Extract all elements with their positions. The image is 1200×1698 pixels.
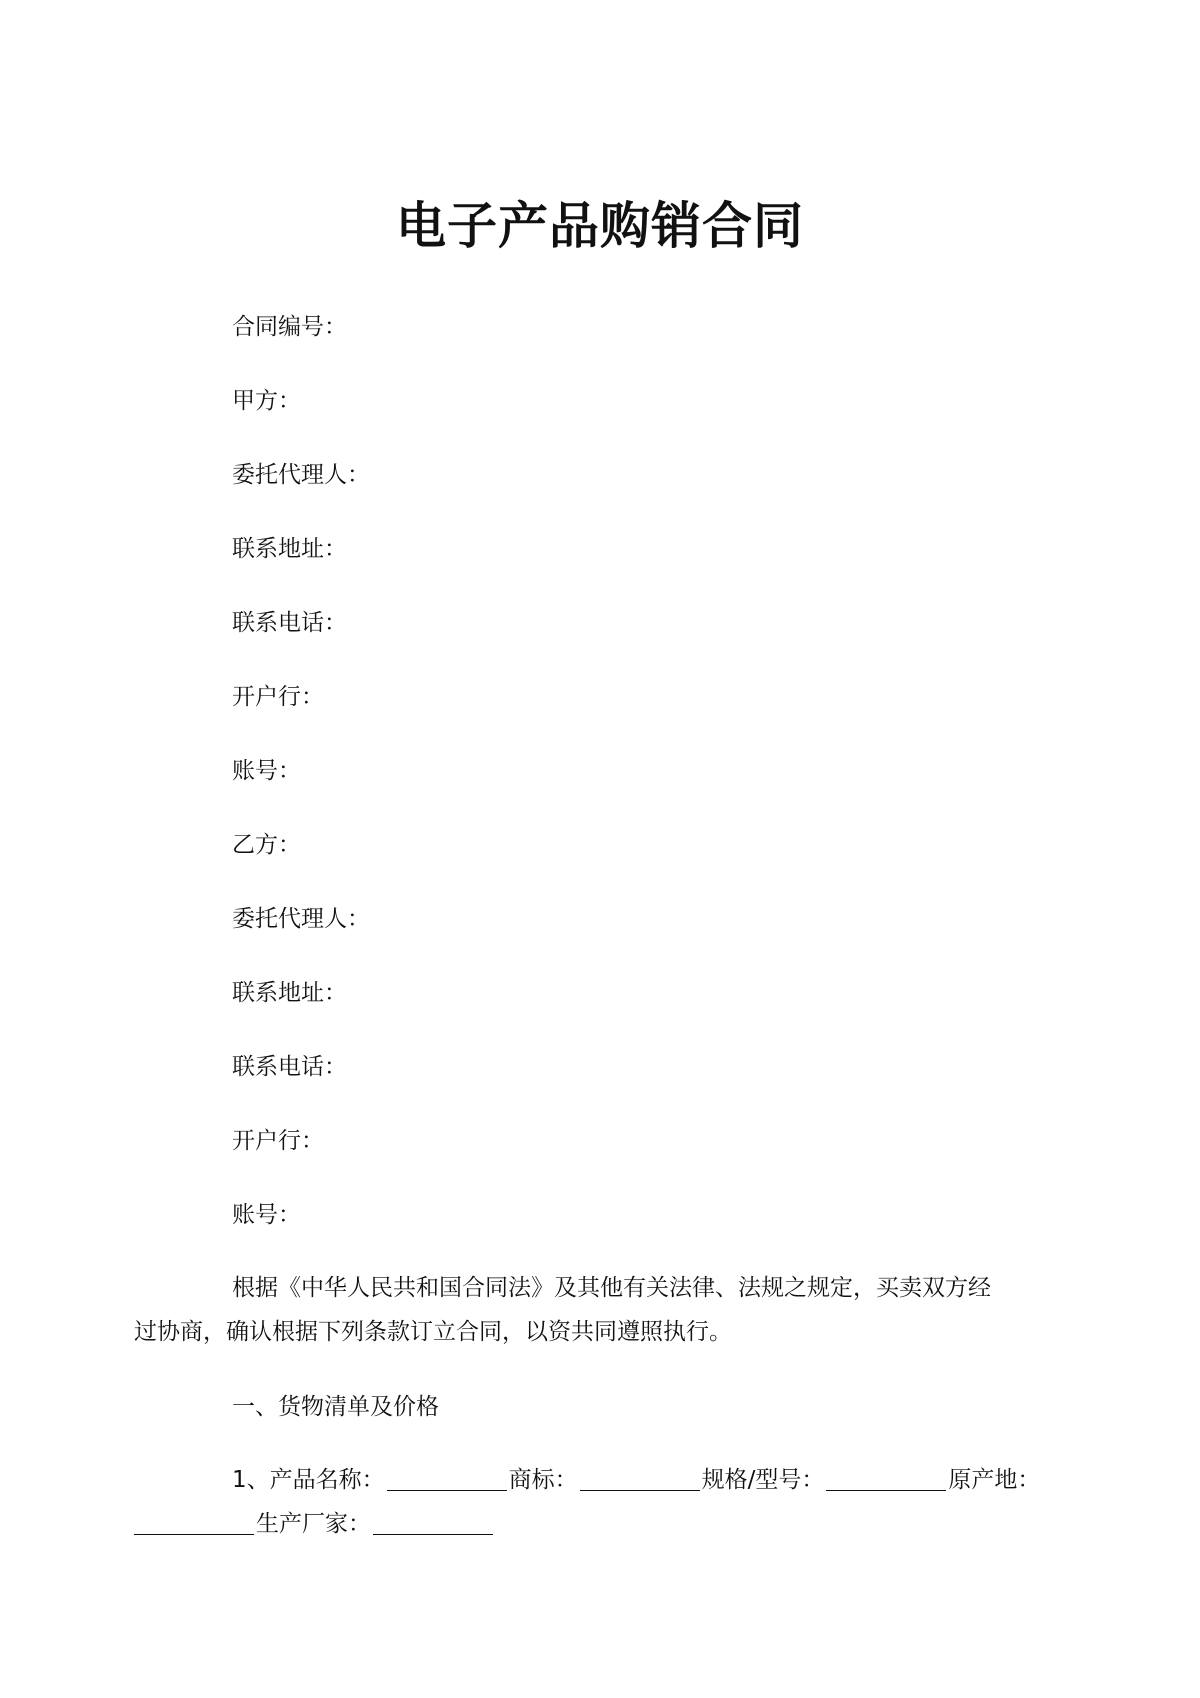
- field-party-b-agent: 委托代理人：: [232, 906, 370, 932]
- item-1-line-1: [183, 1458, 1041, 1502]
- document-title: 电子产品购销合同: [396, 197, 804, 255]
- item-1-line-2: [134, 1502, 1023, 1546]
- trademark-blank[interactable]: [580, 1466, 700, 1491]
- item-1-trademark-label: 商标：: [508, 1467, 578, 1493]
- field-party-b-phone: 联系电话：: [232, 1054, 347, 1080]
- section-1-heading: 一、货物清单及价格: [232, 1394, 439, 1420]
- manufacturer-blank[interactable]: [373, 1510, 493, 1535]
- field-party-a-agent: 委托代理人：: [232, 462, 370, 488]
- field-contract-number: 合同编号：: [232, 314, 347, 340]
- origin-blank[interactable]: [134, 1510, 254, 1535]
- item-1-manufacturer-label: 生产厂家：: [256, 1511, 371, 1537]
- field-party-a-phone: 联系电话：: [232, 610, 347, 636]
- field-party-a: 甲方：: [232, 388, 301, 414]
- field-party-a-account: 账号：: [232, 758, 301, 784]
- product-name-blank[interactable]: [387, 1466, 507, 1491]
- field-party-b-address: 联系地址：: [232, 980, 347, 1006]
- item-1-origin-label: 原产地：: [948, 1467, 1041, 1493]
- spec-blank[interactable]: [826, 1466, 946, 1491]
- field-party-b-bank: 开户行：: [232, 1128, 324, 1154]
- item-1-paragraph: [183, 1458, 1041, 1546]
- item-1-spec-label: 规格/型号：: [701, 1467, 825, 1493]
- field-party-a-bank: 开户行：: [232, 684, 324, 710]
- intro-paragraph: [134, 1266, 1023, 1354]
- field-party-b: 乙方：: [232, 832, 301, 858]
- intro-line-2: 过协商，确认根据下列条款订立合同，以资共同遵照执行。: [134, 1319, 732, 1345]
- field-party-b-account: 账号：: [232, 1202, 301, 1228]
- field-party-a-address: 联系地址：: [232, 536, 347, 562]
- item-1-product-name-label: 1、产品名称：: [232, 1467, 385, 1493]
- intro-line-1: 根据《中华人民共和国合同法》及其他有关法律、法规之规定，买卖双方经: [232, 1275, 991, 1301]
